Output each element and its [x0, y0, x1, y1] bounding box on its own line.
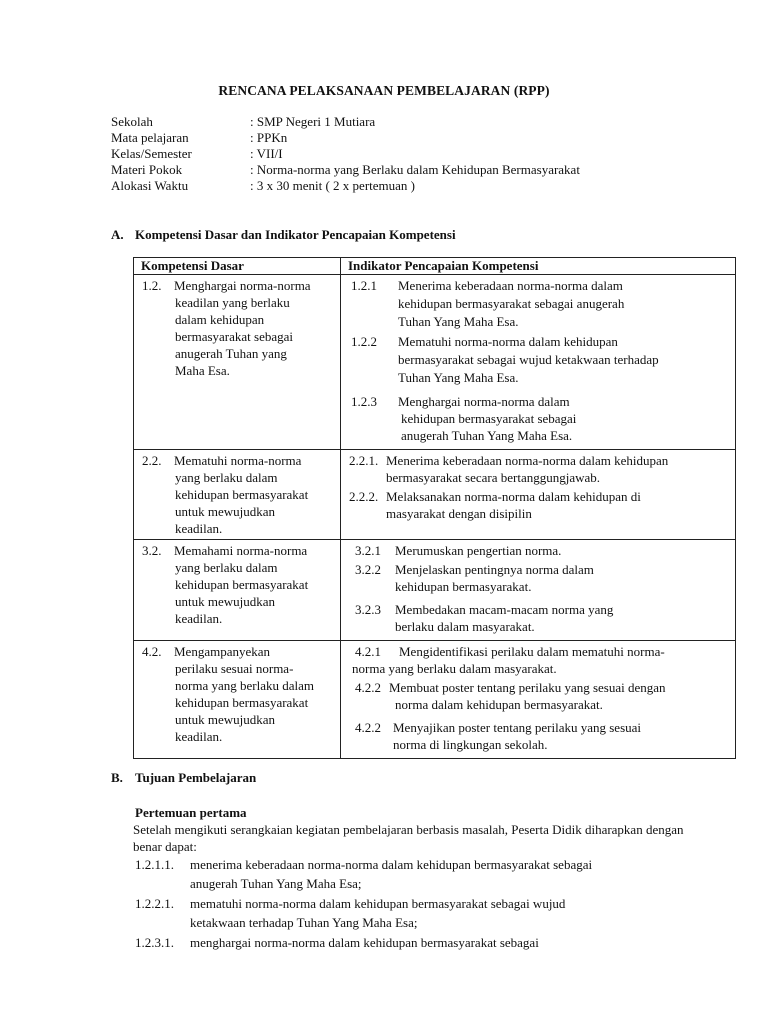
indicator-text: norma di lingkungan sekolah. — [393, 737, 548, 752]
kd-number: 1.2. — [142, 278, 162, 293]
info-row-time — [111, 178, 580, 194]
info-value: : SMP Negeri 1 Mutiara — [250, 114, 376, 129]
indicator-text: norma yang berlaku dalam masyarakat. — [352, 661, 557, 676]
kd-text: untuk mewujudkan — [175, 594, 276, 609]
indicator-number: 1.2.3 — [351, 394, 377, 409]
indicator-text: Mengidentifikasi perilaku dalam mematuhi norma- — [399, 644, 665, 659]
objective-text: menerima keberadaan norma-norma dalam kehidupan bermasyarakat sebagai — [190, 857, 593, 872]
section-letter: A. — [111, 227, 124, 242]
objective-number: 1.2.1.1. — [135, 857, 174, 872]
table-header-row — [134, 258, 736, 275]
objective-text: menghargai norma-norma dalam kehidupan bermasyarakat sebagai — [190, 935, 539, 950]
kd-text: keadilan yang berlaku — [175, 295, 290, 310]
indicator-item — [349, 488, 731, 522]
info-row-topic — [111, 162, 580, 178]
info-row-school — [111, 114, 580, 130]
kd-text: bermasyarakat sebagai — [175, 329, 294, 344]
indicator-text: Tuhan Yang Maha Esa. — [398, 370, 519, 385]
kd-number: 3.2. — [142, 543, 162, 558]
kd-text: yang berlaku dalam — [175, 560, 278, 575]
kd-text: kehidupan bermasyarakat — [175, 577, 309, 592]
kd-cell — [134, 450, 341, 540]
indicator-text: kehidupan bermasyarakat. — [395, 579, 532, 594]
kd-text: Menghargai norma-norma — [174, 278, 311, 293]
indicator-text: bermasyarakat sebagai wujud ketakwaan terhadap — [398, 352, 659, 367]
indicator-text: Membuat poster tentang perilaku yang sesuai dengan — [389, 680, 666, 695]
info-row-class — [111, 146, 580, 162]
section-title: Tujuan Pembelajaran — [135, 770, 257, 785]
header-indicator: Indikator Pencapaian Kompetensi — [341, 258, 736, 275]
competency-table — [133, 257, 736, 759]
indicator-item — [355, 679, 731, 713]
kd-number: 2.2. — [142, 453, 162, 468]
indicator-number: 1.2.1 — [351, 278, 377, 293]
indicator-item — [355, 561, 731, 595]
indicator-number: 4.2.2 — [355, 680, 381, 695]
indicator-number: 3.2.3 — [355, 602, 381, 617]
section-b-heading — [111, 769, 256, 786]
indicator-text: Tuhan Yang Maha Esa. — [398, 314, 519, 329]
indicator-text: norma dalam kehidupan bermasyarakat. — [395, 697, 603, 712]
kd-text: Maha Esa. — [175, 363, 230, 378]
indicator-cell — [341, 450, 736, 540]
kd-text: untuk mewujudkan — [175, 712, 276, 727]
kd-text: Mematuhi norma-norma — [174, 453, 302, 468]
kd-text: untuk mewujudkan — [175, 504, 276, 519]
table-row — [134, 450, 736, 540]
document-title: RENCANA PELAKSANAAN PEMBELAJARAN (RPP) — [218, 83, 550, 98]
intro-paragraph: Setelah mengikuti serangkaian kegiatan pembelajaran berbasis masalah, Peserta Didik diharapkan dengan benar dapat: — [133, 822, 684, 854]
info-value: : PPKn — [250, 130, 288, 145]
indicator-cell — [341, 641, 736, 759]
indicator-number: 3.2.2 — [355, 562, 381, 577]
objective-item — [135, 933, 695, 952]
info-label: Mata pelajaran — [111, 130, 189, 145]
kd-text: dalam kehidupan — [175, 312, 265, 327]
indicator-number: 2.2.2. — [349, 489, 379, 504]
info-row-subject — [111, 130, 580, 146]
objectives-list — [135, 855, 695, 953]
indicator-text: Menerima keberadaan norma-norma dalam — [398, 278, 623, 293]
kd-cell — [134, 641, 341, 759]
indicator-text: masyarakat dengan disipilin — [386, 506, 532, 521]
objective-text: anugerah Tuhan Yang Maha Esa; — [190, 876, 362, 891]
objective-number: 1.2.3.1. — [135, 935, 174, 950]
objective-item — [135, 894, 695, 932]
indicator-text: Mematuhi norma-norma dalam kehidupan — [398, 334, 618, 349]
table-row — [134, 641, 736, 759]
indicator-item — [355, 719, 731, 753]
kd-text: keadilan. — [175, 611, 223, 626]
kd-text: keadilan. — [175, 729, 223, 744]
kd-text: yang berlaku dalam — [175, 470, 278, 485]
indicator-text: kehidupan bermasyarakat sebagai anugerah — [398, 296, 625, 311]
indicator-text: Melaksanakan norma-norma dalam kehidupan di — [386, 489, 641, 504]
indicator-item — [352, 643, 731, 677]
objective-number: 1.2.2.1. — [135, 896, 174, 911]
indicator-number: 2.2.1. — [349, 453, 379, 468]
indicator-item — [351, 333, 731, 387]
indicator-text: Menghargai norma-norma dalam — [398, 394, 570, 409]
indicator-text: anugerah Tuhan Yang Maha Esa. — [401, 428, 573, 443]
section-a-heading — [111, 226, 456, 243]
indicator-text: Menyajikan poster tentang perilaku yang sesuai — [393, 720, 642, 735]
kd-cell — [134, 540, 341, 641]
indicator-text: bermasyarakat secara bertanggungjawab. — [386, 470, 601, 485]
info-value: : 3 x 30 menit ( 2 x pertemuan ) — [250, 178, 415, 193]
kd-number: 4.2. — [142, 644, 162, 659]
kd-text: kehidupan bermasyarakat — [175, 695, 309, 710]
info-label: Alokasi Waktu — [111, 178, 189, 193]
indicator-number: 4.2.1 — [355, 644, 381, 659]
indicator-item — [355, 542, 731, 559]
kd-text: Memahami norma-norma — [174, 543, 308, 558]
kd-text: anugerah Tuhan yang — [175, 346, 287, 361]
objective-text: mematuhi norma-norma dalam kehidupan bermasyarakat sebagai wujud — [190, 896, 566, 911]
kd-text: kehidupan bermasyarakat — [175, 487, 309, 502]
indicator-text: berlaku dalam masyarakat. — [395, 619, 535, 634]
table-row — [134, 540, 736, 641]
info-label: Sekolah — [111, 114, 153, 129]
header-kd: Kompetensi Dasar — [134, 258, 341, 275]
kd-text: keadilan. — [175, 521, 223, 536]
indicator-item — [355, 601, 731, 635]
indicator-item — [349, 452, 731, 486]
kd-text: norma yang berlaku dalam — [175, 678, 314, 693]
indicator-cell — [341, 275, 736, 450]
kd-cell — [134, 275, 341, 450]
info-value: : Norma-norma yang Berlaku dalam Kehidupan Bermasyarakat — [250, 162, 580, 177]
identity-block — [111, 114, 580, 194]
indicator-text: Menerima keberadaan norma-norma dalam kehidupan — [386, 453, 669, 468]
section-letter: B. — [111, 770, 123, 785]
indicator-text: Merumuskan pengertian norma. — [395, 543, 562, 558]
objective-item — [135, 855, 695, 893]
info-label: Kelas/Semester — [111, 146, 192, 161]
kd-text: Mengampanyekan — [174, 644, 271, 659]
indicator-text: Menjelaskan pentingnya norma dalam — [395, 562, 594, 577]
indicator-item — [351, 277, 731, 331]
info-value: : VII/I — [250, 146, 283, 161]
info-label: Materi Pokok — [111, 162, 183, 177]
indicator-text: Membedakan macam-macam norma yang — [395, 602, 614, 617]
indicator-text: kehidupan bermasyarakat sebagai — [401, 411, 577, 426]
indicator-number: 3.2.1 — [355, 543, 381, 558]
kd-text: perilaku sesuai norma- — [175, 661, 294, 676]
indicator-number: 1.2.2 — [351, 334, 377, 349]
indicator-item — [351, 393, 731, 444]
indicator-cell — [341, 540, 736, 641]
meeting-title: Pertemuan pertama — [135, 805, 247, 820]
objective-text: ketakwaan terhadap Tuhan Yang Maha Esa; — [190, 915, 418, 930]
table-row — [134, 275, 736, 450]
section-title: Kompetensi Dasar dan Indikator Pencapaian Kompetensi — [135, 227, 456, 242]
indicator-number: 4.2.2 — [355, 720, 381, 735]
